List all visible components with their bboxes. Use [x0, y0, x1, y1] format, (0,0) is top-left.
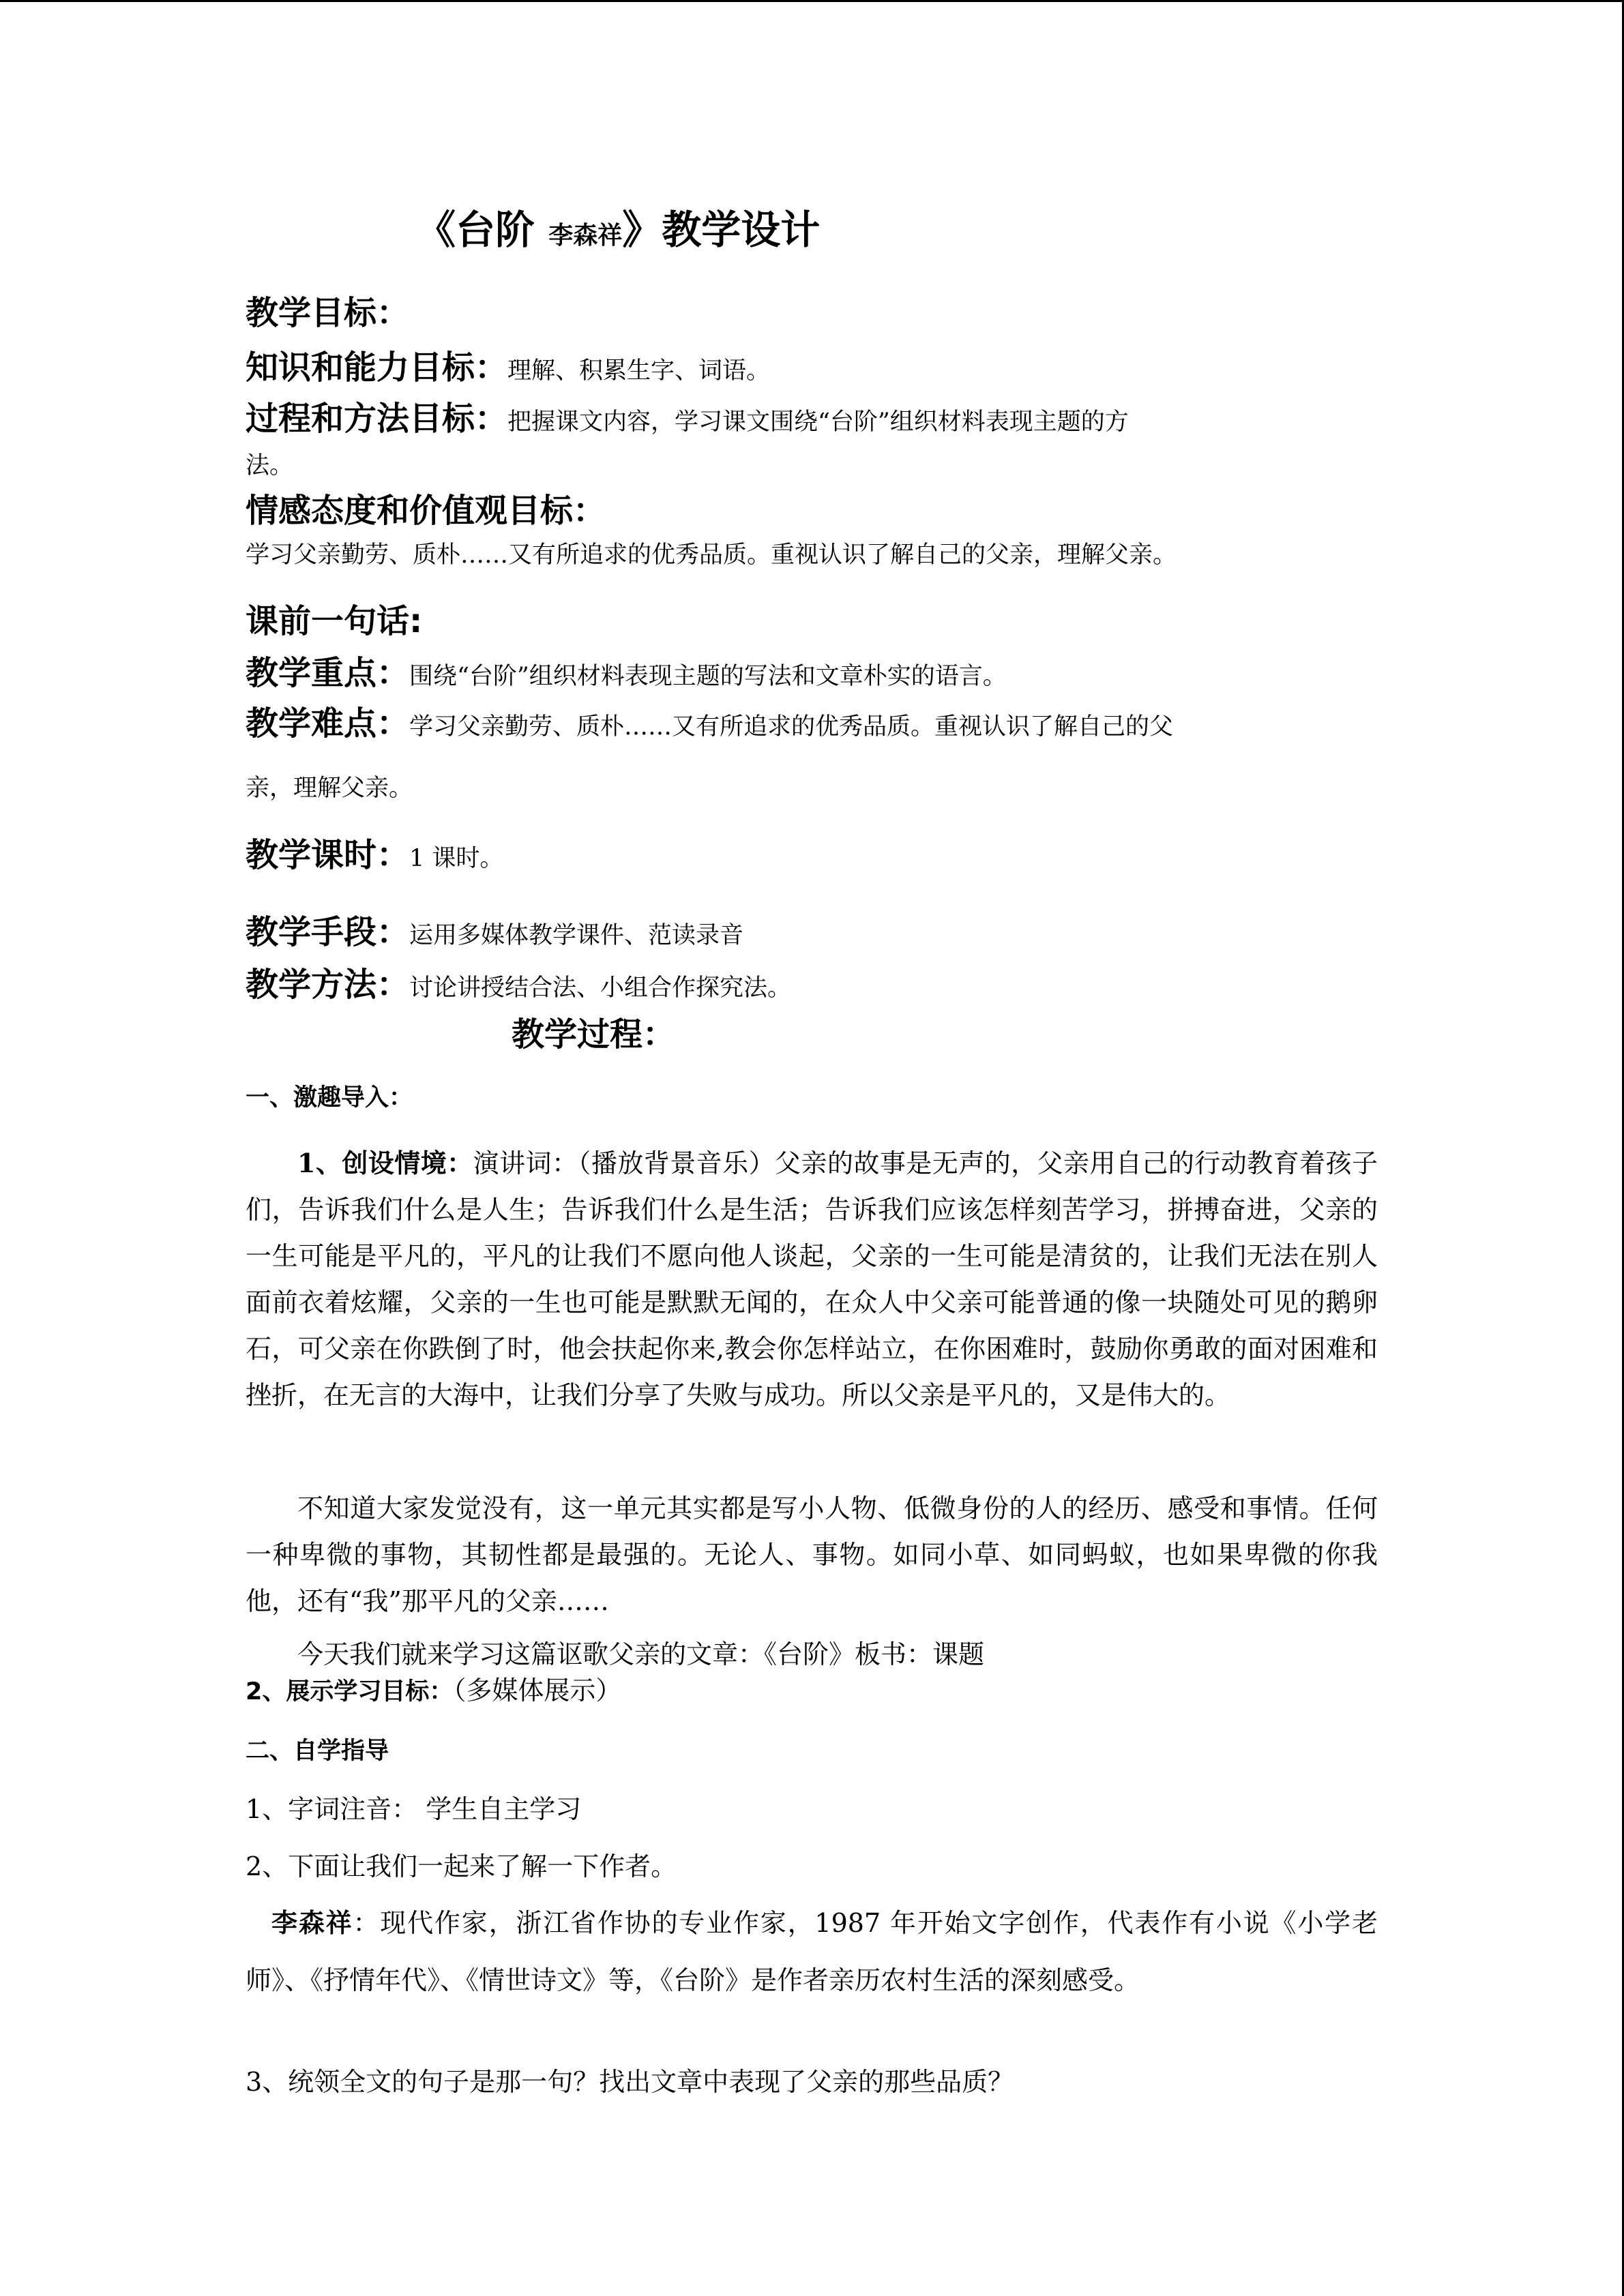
- teaching-means: [246, 906, 743, 953]
- hours-label: 教学课时：: [246, 836, 410, 874]
- section1-para3: 今天我们就来学习这篇讴歌父亲的文章：《台阶》板书：课题: [297, 1639, 985, 1669]
- hours-text: 1 课时。: [409, 845, 504, 872]
- document-title: [416, 198, 820, 255]
- difficulty-text: 学习父亲勤劳、质朴……又有所追求的优秀品质。重视认识了解自己的父: [409, 713, 1174, 741]
- key-point-text: 围绕“台阶”组织材料表现主题的写法和文章朴实的语言。: [409, 663, 1007, 690]
- item1-label: 1、创设情境：: [297, 1148, 473, 1178]
- pre-class-heading: 课前一句话:: [246, 602, 423, 640]
- section1-item1: [246, 1140, 1378, 1418]
- process-text-cont: 法。: [246, 452, 294, 479]
- item2-label: 2、展示学习目标：: [246, 1678, 454, 1705]
- title-author: 李森祥: [548, 222, 623, 250]
- section2-heading: 二、自学指导: [246, 1738, 389, 1765]
- section2-item3: 3、统领全文的句子是那一句？找出文章中表现了父亲的那些品质？: [246, 2067, 1014, 2097]
- difficulty: [246, 697, 1173, 744]
- item1-text: 演讲词：（播放背景音乐）父亲的故事是无声的，父亲用自己的行动教育着孩子们，告诉我们什么是人生；告诉我们什么是生活；告诉我们应该怎样刻苦学习，拼搏奋进，父亲的一生可能是平凡的，平凡的让我们不愿向他人谈起，父亲的一生可能是清贫的，让我们无法在别人面前衣着炫耀，父亲的一生也可能是默默无闻的，在众人中父亲可能普通的像一块随处可见的鹅卵石，可父亲在你跌倒了时，他会扶起你来,教会你怎样站立，在你困难时，鼓励你勇敢的面对困难和挫折，在无言的大海中，让我们分享了失败与成功。所以父亲是平凡的，又是伟大的。: [246, 1148, 1378, 1410]
- means-label: 教学手段：: [246, 913, 410, 951]
- process-heading: 教学过程：: [512, 1015, 676, 1054]
- emotion-text: 学习父亲勤劳、质朴……又有所追求的优秀品质。重视认识了解自己的父亲，理解父亲。: [246, 541, 1177, 569]
- objectives-heading: 教学目标：: [246, 294, 410, 332]
- section2-item2: 2、下面让我们一起来了解一下作者。: [246, 1851, 677, 1881]
- knowledge-label: 知识和能力目标：: [246, 348, 508, 387]
- section2-item1: 1、字词注音： 学生自主学习: [246, 1794, 582, 1824]
- method-text: 讨论讲授结合法、小组合作探究法。: [409, 974, 792, 1002]
- process-text: 把握课文内容，学习课文围绕“台阶”组织材料表现主题的方: [507, 408, 1129, 436]
- method-label: 教学方法：: [246, 966, 410, 1004]
- section1-item2: [246, 1669, 621, 1707]
- teaching-method: [246, 958, 791, 1005]
- class-hours: [246, 829, 503, 876]
- difficulty-text-cont: 亲，理解父亲。: [246, 775, 413, 802]
- page-border-top: [0, 0, 1624, 2]
- key-point-label: 教学重点：: [246, 654, 410, 692]
- knowledge-objective: [246, 341, 770, 388]
- means-text: 运用多媒体教学课件、范读录音: [409, 922, 744, 949]
- item2-text: （多媒体展示）: [453, 1675, 622, 1705]
- author-intro: [246, 1894, 1378, 2009]
- process-label: 过程和方法目标：: [246, 400, 508, 438]
- emotion-label: 情感态度和价值观目标：: [246, 492, 606, 530]
- difficulty-label: 教学难点：: [246, 704, 410, 743]
- section1-para2: 不知道大家发觉没有，这一单元其实都是写小人物、低微身份的人的经历、感受和事情。任何一种卑微的事物，其韧性都是最强的。无论人、事物。如同小草、如同蚂蚁，也如果卑微的你我他，还有“我”那平凡的父亲……: [246, 1493, 1378, 1616]
- author-label: 李森祥: [271, 1907, 353, 1938]
- knowledge-text: 理解、积累生字、词语。: [507, 357, 771, 385]
- process-objective: [246, 392, 1129, 439]
- key-point: [246, 646, 1007, 694]
- title-right: 》教学设计: [622, 207, 821, 253]
- author-text: ：现代作家，浙江省作协的专业作家，1987 年开始文字创作，代表作有小说《小学老师》、《抒情年代》、《情世诗文》等，《台阶》是作者亲历农村生活的深刻感受。: [246, 1908, 1378, 1995]
- title-left: 《台阶: [416, 207, 535, 253]
- section1-heading: 一、激趣导入：: [246, 1084, 413, 1112]
